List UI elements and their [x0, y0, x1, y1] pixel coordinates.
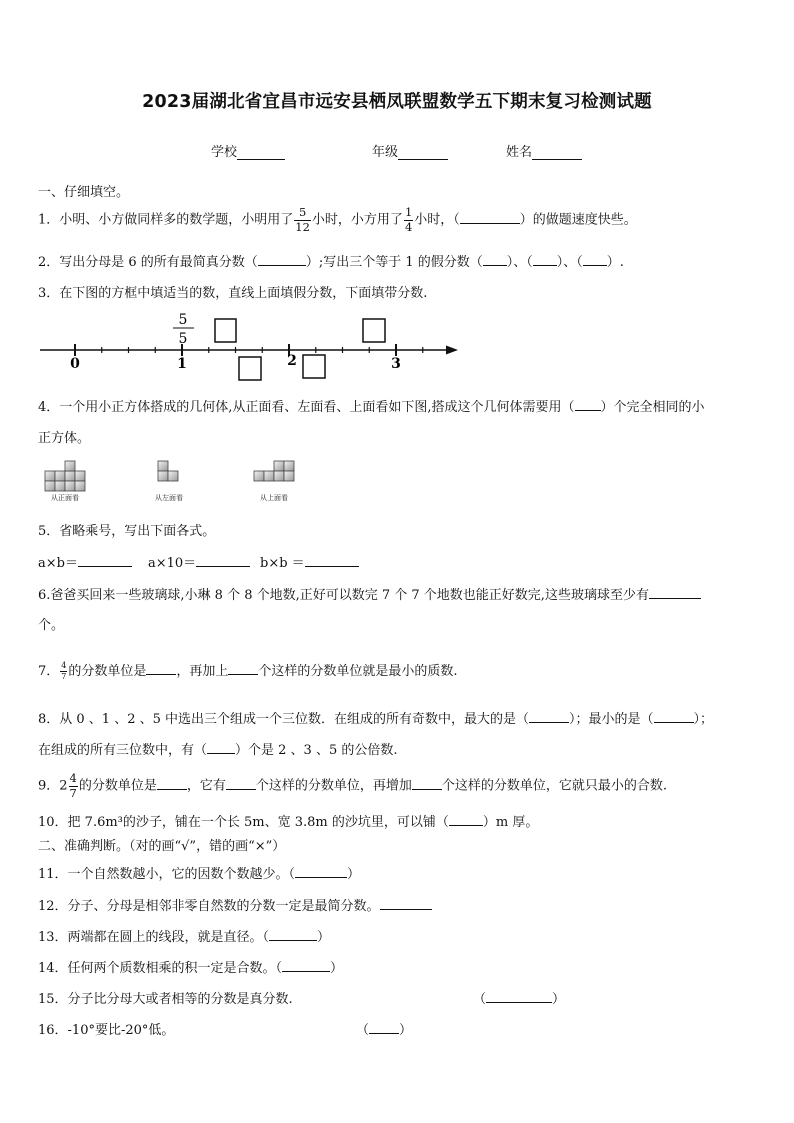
q5-expression-2: a×10＝	[148, 552, 250, 571]
left-view	[158, 461, 178, 481]
left-view-label: 从左面看	[155, 494, 183, 502]
question-3: 3．在下图的方框中填适当的数，直线上面填假分数，下面填带分数.	[38, 286, 428, 301]
question-15: 15．分子比分母大或者相等的分数是真分数.	[38, 992, 293, 1007]
answer-box-below-1	[239, 357, 261, 380]
q5-expression-1: a×b＝	[38, 552, 132, 571]
tick-label-3: 3	[391, 356, 401, 372]
number-line-figure	[38, 308, 468, 383]
q2-blank-1[interactable]	[258, 253, 306, 266]
q16-answer-blank[interactable]	[369, 1021, 399, 1034]
question-14: 14．任何两个质数相乘的积一定是合数。（ ）	[38, 961, 344, 976]
q5-blank-2[interactable]	[196, 554, 250, 567]
front-view-label: 从正面看	[51, 494, 79, 502]
question-9: 9．2 $\frac{4}{7}$ 的分数单位是 ，它有 个这样的分数单位，再增加 个这样的分数单位，它就只最小的合数.	[38, 771, 668, 800]
q5-blank-1[interactable]	[78, 554, 132, 567]
section-1-heading: 一、仔细填空。	[38, 185, 130, 200]
fraction-denominator: 5	[178, 331, 188, 347]
school-blank[interactable]	[237, 145, 285, 160]
q14-answer-blank[interactable]	[282, 959, 330, 972]
grade-field[interactable]	[372, 141, 448, 160]
top-view-label: 从上面看	[260, 494, 288, 502]
name-blank[interactable]	[532, 145, 582, 160]
question-13: 13．两端都在圆上的线段，就是直径。（ ）	[38, 930, 331, 945]
question-16: 16．-10°要比-20°低。	[38, 1023, 175, 1038]
q12-answer-blank[interactable]	[380, 897, 432, 910]
number-line-arrow	[446, 346, 458, 355]
question-8-line-1: 8．从 0 、1 、2 、5 中选出三个组成一个三位数．在组成的所有奇数中，最大的是（ ）；最小的是（ ）；	[38, 712, 714, 727]
q2-blank-4[interactable]	[583, 253, 607, 266]
q9-blank-3[interactable]	[412, 777, 442, 790]
school-label: 学校	[211, 145, 238, 160]
question-1: 1．小明、小方做同样多的数学题，小明用了 $\frac{5}{12}$ 小时，小方用了 $\frac{1}{4}$ 小时，（ ）的做题速度快些。	[38, 205, 637, 234]
q7-blank-1[interactable]	[146, 662, 176, 675]
q15-answer: （ ）	[473, 992, 566, 1007]
question-6-line-1: 6.爸爸买回来一些玻璃球,小琳 8 个 8 个地数,正好可以数完 7 个 7 个地数也能正好数完,这些玻璃球至少有	[38, 584, 701, 603]
tick-label-0: 0	[70, 356, 80, 372]
q8-blank-1[interactable]	[529, 710, 569, 723]
q2-blank-3[interactable]	[533, 253, 557, 266]
q9-blank-1[interactable]	[157, 777, 187, 790]
question-11: 11．一个自然数越小，它的因数个数越少。（ ）	[38, 867, 361, 882]
q15-answer-blank[interactable]	[486, 990, 552, 1003]
question-6-line-2: 个。	[38, 618, 65, 633]
tick-label-1: 1	[177, 356, 187, 372]
tick-label-2: 2	[287, 353, 297, 369]
grade-label: 年级	[372, 145, 399, 160]
q8-blank-2[interactable]	[654, 710, 694, 723]
question-10: 10．把 7.6m³的沙子，铺在一个长 5m、宽 3.8m 的沙坑里，可以铺（ ）m 厚。	[38, 815, 539, 830]
question-4-line-1: 4．一个用小正方体搭成的几何体,从正面看、左面看、上面看如下图,搭成这个几何体需要用（ ）个完全相同的小	[38, 400, 705, 415]
q8-blank-3[interactable]	[207, 741, 235, 754]
question-5: 5．省略乘号，写出下面各式。	[38, 524, 216, 539]
q1-answer-blank[interactable]	[460, 211, 520, 224]
question-8-line-2: 在组成的所有三位数中，有（ ）个是 2 、3 、5 的公倍数.	[38, 743, 398, 758]
q6-answer-blank[interactable]	[649, 586, 701, 599]
q4-answer-blank[interactable]	[575, 398, 601, 411]
name-field[interactable]	[506, 141, 582, 160]
q5-expression-3: b×b ＝	[260, 552, 359, 571]
answer-box-above-2	[363, 319, 385, 342]
school-field[interactable]	[211, 141, 285, 160]
q7-blank-2[interactable]	[228, 662, 258, 675]
name-label: 姓名	[506, 145, 533, 160]
question-7: 7． $\frac{4}{7}$ 的分数单位是 ，再加上 个这样的分数单位就是最小的质数.	[38, 661, 458, 681]
top-view	[254, 461, 294, 481]
q2-blank-2[interactable]	[483, 253, 507, 266]
q9-blank-2[interactable]	[226, 777, 256, 790]
fraction-numerator: 5	[178, 312, 188, 328]
three-views-figure	[40, 456, 310, 506]
q13-answer-blank[interactable]	[269, 928, 317, 941]
answer-box-above-1	[215, 319, 236, 342]
section-2-heading: 二、准确判断。（对的画“√”，错的画“×”）	[38, 839, 286, 854]
q10-answer-blank[interactable]	[449, 813, 483, 826]
fraction-1-4: $\frac{1}{4}$	[404, 205, 413, 234]
front-view	[45, 461, 85, 491]
q16-answer: （ ）	[356, 1023, 413, 1038]
q11-answer-blank[interactable]	[295, 865, 347, 878]
answer-box-below-2	[303, 355, 325, 378]
fraction-mixed-4-7: $\frac{4}{7}$	[69, 771, 77, 800]
fraction-4-7: $\frac{4}{7}$	[61, 661, 67, 681]
grade-blank[interactable]	[398, 145, 448, 160]
page-title: 2023届湖北省宜昌市远安县栖凤联盟数学五下期末复习检测试题	[142, 92, 652, 112]
question-12: 12．分子、分母是相邻非零自然数的分数一定是最简分数。	[38, 895, 432, 914]
fraction-5-12: $\frac{5}{12}$	[295, 205, 310, 234]
question-2: 2．写出分母是 6 的所有最简真分数（ ）;写出三个等于 1 的假分数（ ）、（ ）、（ ）.	[38, 255, 624, 270]
q5-blank-3[interactable]	[305, 554, 359, 567]
question-4-line-2: 正方体。	[38, 431, 91, 446]
